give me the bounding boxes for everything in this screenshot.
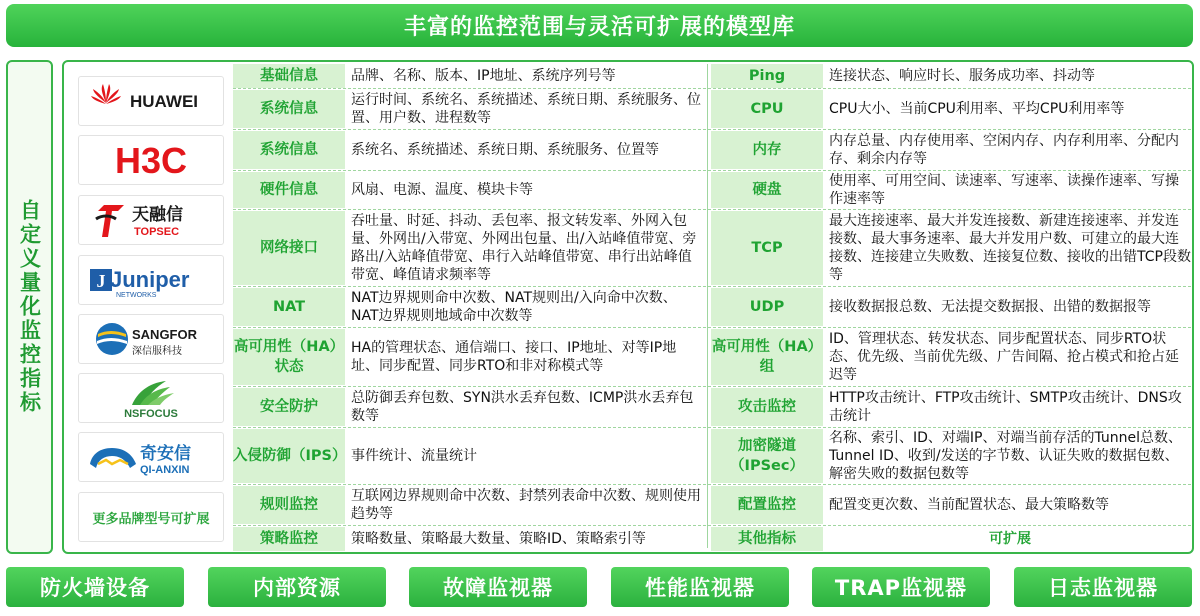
row-label: 高可用性（HA）组 (711, 329, 823, 385)
h3c-logo-text: H3C (114, 140, 188, 181)
row-separator (233, 427, 1191, 428)
row-description: 策略数量、策略最大数量、策略ID、策略索引等 (351, 531, 646, 547)
row-separator (233, 525, 1191, 526)
row-separator (233, 386, 1191, 387)
nsfocus-logo-text: NSFOCUS (124, 408, 178, 420)
row-label: UDP (711, 288, 823, 326)
tab-trap-monitor[interactable]: TRAP监视器 (812, 567, 990, 607)
row-label: 加密隧道（IPSec） (711, 429, 823, 483)
huawei-logo-text: HUAWEI (130, 92, 198, 111)
tab-firewall-devices[interactable]: 防火墙设备 (6, 567, 184, 607)
qianxin-logo-subtext: QI-ANXIN (140, 464, 190, 476)
row-description: 风扇、电源、温度、模块卡等 (351, 182, 533, 198)
table-row (233, 172, 1191, 208)
table-row (233, 64, 1191, 88)
row-label: 网络接口 (233, 211, 345, 285)
topsec-logo (78, 195, 224, 245)
more-brands-note (78, 492, 224, 542)
row-description: HTTP攻击统计、FTP攻击统计、SMTP攻击统计、DNS攻击统计 (829, 390, 1182, 424)
table-row (233, 329, 1191, 385)
row-separator (233, 209, 1191, 210)
more-brands-label: 更多品牌型号可扩展 (92, 511, 210, 527)
row-label: NAT (233, 288, 345, 326)
juniper-logo (78, 255, 224, 305)
row-label: 系统信息 (233, 90, 345, 128)
row-label: Ping (711, 64, 823, 88)
row-label: 硬盘 (711, 172, 823, 208)
row-label: 内存 (711, 131, 823, 169)
table-row (233, 388, 1191, 426)
table-row (233, 211, 1191, 285)
row-label: 规则监控 (233, 486, 345, 524)
tab-fault-monitor[interactable]: 故障监视器 (409, 567, 587, 607)
h3c-logo (78, 135, 224, 185)
row-description: 系统名、系统描述、系统日期、系统服务、位置等 (351, 142, 659, 158)
row-separator (233, 484, 1191, 485)
row-label: 硬件信息 (233, 172, 345, 208)
nsfocus-logo (78, 373, 224, 423)
row-label: 配置监控 (711, 486, 823, 524)
custom-metrics-tag (6, 60, 53, 554)
qianxin-logo-text: 奇安信 (140, 444, 191, 464)
row-label: 系统信息 (233, 131, 345, 169)
row-description: 配置变更次数、当前配置状态、最大策略数等 (829, 497, 1109, 513)
topsec-logo-text: 天融信 (132, 205, 183, 225)
row-description: NAT边界规则命中次数、NAT规则出/入向命中次数、NAT边界规则地域命中次数等 (351, 290, 677, 324)
tab-internal-resources[interactable]: 内部资源 (208, 567, 386, 607)
row-separator (233, 286, 1191, 287)
sangfor-logo (78, 314, 224, 364)
row-separator (233, 327, 1191, 328)
row-label: 其他指标 (711, 527, 823, 551)
row-description: 事件统计、流量统计 (351, 448, 477, 464)
custom-metrics-label: 自定义量化监控指标 (17, 199, 42, 415)
row-description: 最大连接速率、最大并发连接数、新建连接速率、并发连接数、最大事务速率、最大并发用户数、可建立的最大连接数、连接建立失败数、连接复位数、接收的出错TCP段数等 (829, 213, 1191, 283)
row-description: 总防御丢弃包数、SYN洪水丢弃包数、ICMP洪水丢弃包数等 (351, 390, 694, 424)
row-description: 内存总量、内存使用率、空闲内存、内存利用率、分配内存、剩余内存等 (829, 133, 1179, 167)
row-description: 使用率、可用空间、读速率、写速率、读操作速率、写操作速率等 (829, 173, 1179, 207)
juniper-logo-text: Juniper (110, 267, 190, 292)
row-label: 入侵防御（IPS） (233, 429, 345, 483)
row-description: 品牌、名称、版本、IP地址、系统序列号等 (351, 68, 616, 84)
row-description: 互联网边界规则命中次数、封禁列表命中次数、规则使用趋势等 (351, 488, 701, 522)
huawei-logo (78, 76, 224, 126)
table-row (233, 486, 1191, 524)
qianxin-logo (78, 432, 224, 482)
row-description: 名称、索引、ID、对端IP、对端当前存活的Tunnel总数、Tunnel ID、收到/发送的字节数、认证失败的数据包数、解密失败的数据包数等 (829, 430, 1183, 482)
tab-log-monitor[interactable]: 日志监视器 (1014, 567, 1192, 607)
topsec-logo-subtext: TOPSEC (134, 226, 180, 238)
row-separator (233, 88, 1191, 89)
row-label: 策略监控 (233, 527, 345, 551)
svg-text:J: J (96, 271, 106, 291)
row-label: TCP (711, 211, 823, 285)
table-row (233, 90, 1191, 128)
table-row (233, 288, 1191, 326)
row-description: 连接状态、响应时长、服务成功率、抖动等 (829, 68, 1095, 84)
sangfor-logo-subtext: 深信服科技 (132, 346, 182, 357)
row-description: 吞吐量、时延、抖动、丢包率、报文转发率、外网入包量、外网出/入带宽、外网出包量、出/入站峰值带宽、旁路出/入站峰值带宽、串行入站峰值带宽、串行出站峰值带宽、峰值请求频率等 (351, 213, 697, 283)
row-separator (233, 129, 1191, 130)
juniper-logo-subtext: NETWORKS (116, 292, 157, 299)
table-row (233, 131, 1191, 169)
tab-performance-monitor[interactable]: 性能监视器 (611, 567, 789, 607)
row-label: 基础信息 (233, 64, 345, 88)
table-row (233, 527, 1191, 551)
row-description: ID、管理状态、转发状态、同步配置状态、同步RTO状态、优先级、当前优先级、广告间隔、抢占模式和抢占延迟等 (829, 331, 1179, 383)
row-label: 高可用性（HA）状态 (233, 329, 345, 385)
row-label: 攻击监控 (711, 388, 823, 426)
row-label: CPU (711, 90, 823, 128)
table-row (233, 429, 1191, 483)
page-title: 丰富的监控范围与灵活可扩展的模型库 (6, 4, 1193, 47)
row-description: CPU大小、当前CPU利用率、平均CPU利用率等 (829, 101, 1125, 117)
sangfor-logo-text: SANGFOR (132, 327, 197, 342)
row-separator (233, 170, 1191, 171)
row-description: 接收数据报总数、无法提交数据报、出错的数据报等 (829, 299, 1151, 315)
row-description: 可扩展 (989, 531, 1031, 547)
row-description: 运行时间、系统名、系统描述、系统日期、系统服务、位置、用户数、进程数等 (351, 92, 701, 126)
row-label: 安全防护 (233, 388, 345, 426)
row-description: HA的管理状态、通信端口、接口、IP地址、对等IP地址、同步配置、同步RTO和非对称模式等 (351, 340, 677, 374)
